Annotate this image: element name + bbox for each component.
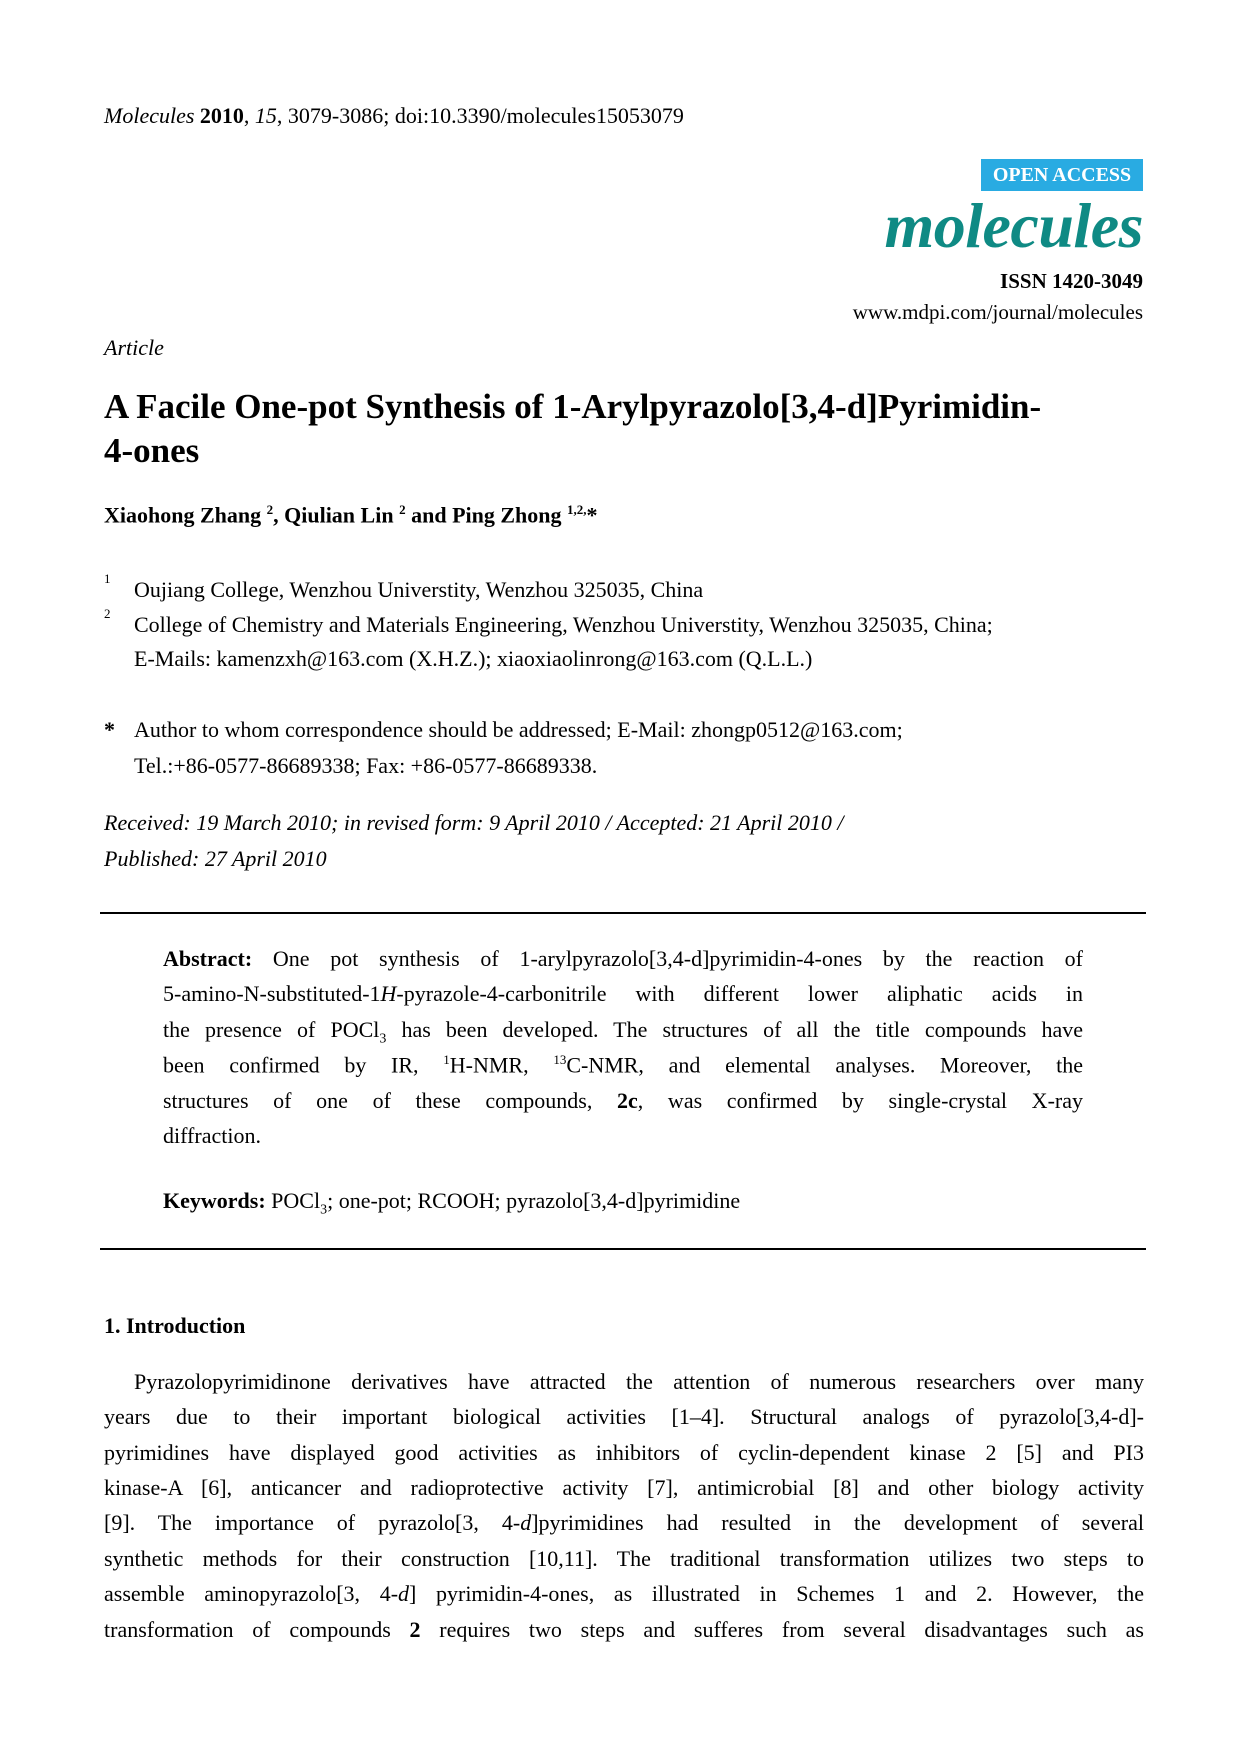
body-text: d [520,1510,532,1535]
abstract-line [163,981,1083,1007]
abstract-text: H [380,981,397,1006]
citation-pages-doi: , 3079-3086; doi:10.3390/molecules15053079 [276,103,684,128]
correspondence-line-1: Author to whom correspondence should be addressed; E-Mail: zhongp0512@163.com; [134,717,903,742]
keywords-line [163,1188,740,1218]
affiliation-number: 2 [104,606,111,621]
author-affil-sup: 1,2, [567,502,587,517]
body-line [104,1617,1144,1643]
body-line [104,1581,1144,1607]
body-text: requires two steps and sufferes from several disadvantages such as [420,1617,1144,1642]
divider-top [100,912,1146,914]
author-affil-sup: 2 [399,502,406,517]
superscript: 1 [443,1052,450,1067]
citation-year: 2010 [199,103,244,128]
body-text: transformation of compounds [104,1617,410,1642]
affiliation-text: College of Chemistry and Materials Engineering, Wenzhou Universtity, Wenzhou 325035, China; [134,612,993,637]
body-text: ] pyrimidin-4-ones, as illustrated in Schemes 1 and 2. However, the [409,1581,1144,1606]
divider-bottom [100,1248,1146,1250]
keywords-text: POCl [265,1188,321,1213]
body-text: ]pyrimidines had resulted in the development of several [531,1510,1144,1535]
abstract-text: diffraction. [163,1123,261,1148]
journal-name: Molecules [104,103,195,128]
journal-logo: molecules [884,190,1143,261]
abstract-text: the presence of POCl [163,1017,380,1042]
title-line-1: A Facile One-pot Synthesis of 1-Arylpyrazolo[3,4-d]Pyrimidin- [104,387,1042,426]
journal-url[interactable]: www.mdpi.com/journal/molecules [852,300,1143,324]
abstract-label: Abstract: [163,946,253,971]
title-line-2: 4-ones [104,431,200,470]
author-separator: , [273,502,285,528]
abstract-line [163,1123,1083,1149]
body-line [104,1510,1144,1536]
body-text: [9]. The importance of pyrazolo[3, 4- [104,1510,521,1535]
keywords-text: ; one-pot; RCOOH; pyrazolo[3,4-d]pyrimidine [327,1188,741,1213]
abstract-line [163,1052,1083,1078]
section-heading: 1. Introduction [104,1313,246,1338]
superscript: 13 [553,1052,567,1067]
body-text: d [398,1581,410,1606]
author-name: Qiulian Lin [284,502,394,528]
abstract-line [163,1088,1083,1114]
abstract-line [163,1017,1083,1047]
open-access-badge: OPEN ACCESS [981,159,1143,191]
body-line: Pyrazolopyrimidinone derivatives have attracted the attention of numerous researchers over many [134,1369,1144,1394]
affiliation-number: 1 [104,571,111,586]
dates-line-1: Received: 19 March 2010; in revised form: 9 April 2010 / Accepted: 21 April 2010 / [104,810,844,835]
compound-ref: 2c [617,1088,638,1113]
article-title [104,385,1144,473]
affiliation-text: Oujiang College, Wenzhou Universtity, Wenzhou 325035, China [134,577,704,602]
dates-line-2: Published: 27 April 2010 [104,846,327,871]
keywords-label: Keywords: [163,1188,266,1213]
article-type: Article [104,335,164,360]
emails-line: E-Mails: kamenzxh@163.com (X.H.Z.); xiaoxiaolinrong@163.com (Q.L.L.) [134,646,813,671]
body-line: kinase-A [6], anticancer and radioprotective activity [7], antimicrobial [8] and other biology activity [104,1475,1144,1500]
abstract-text: One pot synthesis of 1-arylpyrazolo[3,4-d]pyrimidin-4-ones by the reaction of [252,946,1083,971]
subscript: 3 [379,1031,387,1047]
body-text: assemble aminopyrazolo[3, 4- [104,1581,399,1606]
abstract-text: 5-amino-N-substituted-1 [163,981,381,1006]
subscript: 3 [320,1202,328,1218]
body-line: synthetic methods for their construction [10,11]. The traditional transformation utilizes two steps to [104,1546,1144,1571]
author-affil-sup: 2 [266,502,274,517]
abstract-text: C-NMR, and elemental analyses. Moreover, the [566,1052,1083,1078]
author-list [104,502,598,528]
abstract-text: H-NMR, [449,1052,554,1078]
correspondence-star: * [104,717,115,742]
abstract-text: structures of one of these compounds, [163,1088,618,1113]
author-name: Xiaohong Zhang [104,502,262,528]
compound-ref: 2 [409,1617,421,1642]
author-name: Ping Zhong [452,502,562,528]
body-line: pyrimidines have displayed good activities as inhibitors of cyclin-dependent kinase 2 [5] and PI3 [104,1440,1144,1465]
body-line: years due to their important biological activities [1–4]. Structural analogs of pyrazolo[3,4-d]- [104,1404,1144,1429]
abstract-text: -pyrazole-4-carbonitrile with different lower aliphatic acids in [396,981,1083,1006]
citation-line: Molecules 2010, 15, 3079-3086; doi:10.3390/molecules15053079 [104,103,684,128]
abstract-text: , was confirmed by single-crystal X-ray [637,1088,1083,1113]
abstract-line [163,946,1083,972]
abstract-text: been confirmed by IR, [163,1052,444,1078]
correspondence-line-2: Tel.:+86-0577-86689338; Fax: +86-0577-86689338. [134,753,598,778]
corresponding-star: * [586,502,598,528]
issn: ISSN 1420-3049 [1000,269,1143,293]
author-separator: and [405,502,453,528]
citation-volume: 15 [254,103,277,128]
abstract-text: has been developed. The structures of all the title compounds have [386,1017,1083,1042]
